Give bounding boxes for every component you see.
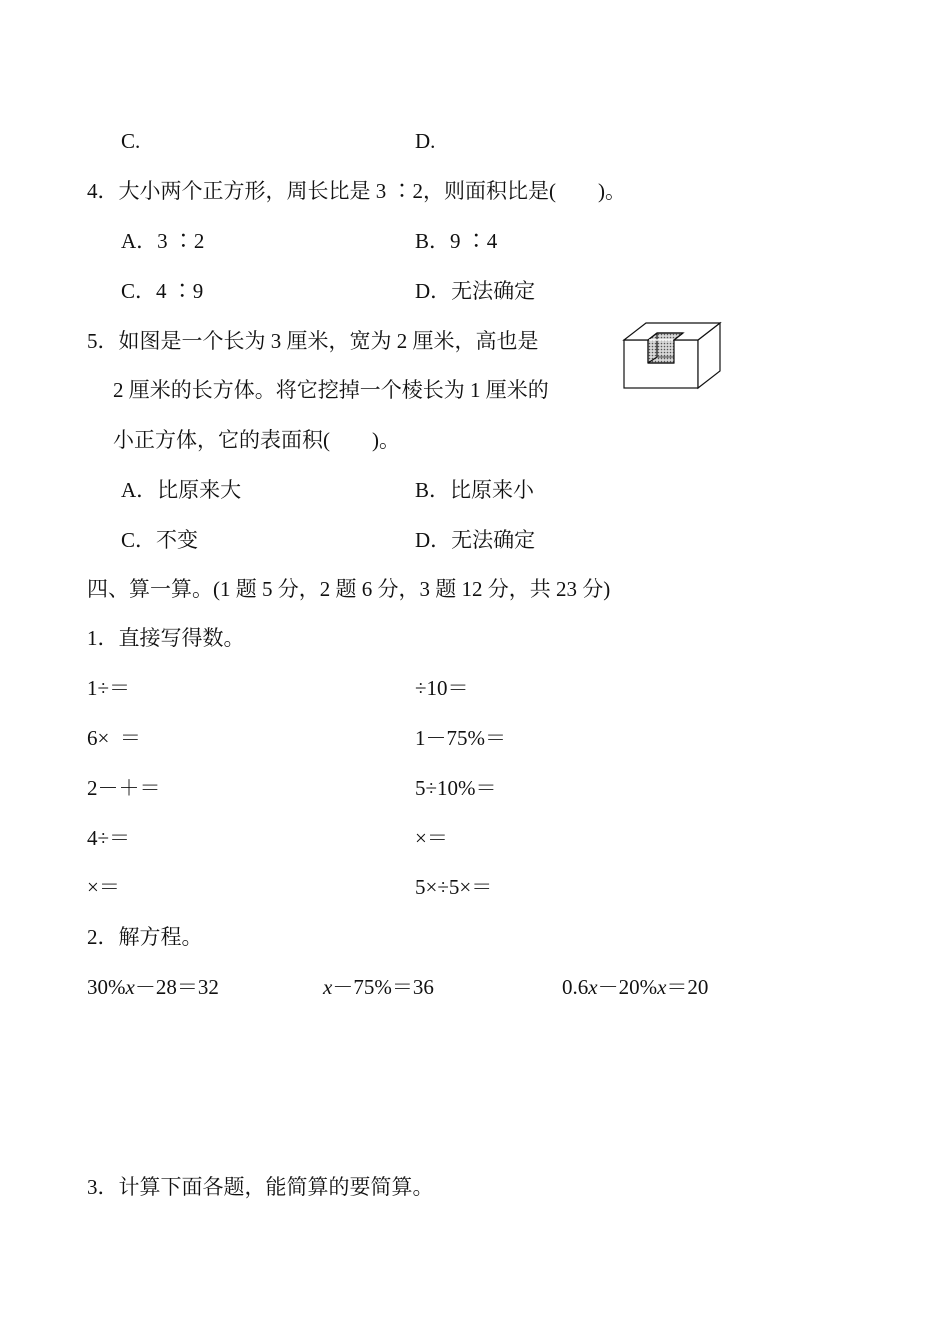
equation-text: －75%＝36 bbox=[332, 975, 434, 999]
q5-option-a: A．比原来大 bbox=[121, 478, 242, 502]
q3-option-d: D. bbox=[415, 129, 436, 153]
q5-option-d: D．无法确定 bbox=[415, 528, 536, 552]
q5-stem-line-3: 小正方体，它的表面积( )。 bbox=[113, 428, 400, 452]
oral-calc-item: 4÷＝ bbox=[87, 826, 131, 850]
oral-calc-item: 5÷10%＝ bbox=[415, 776, 497, 800]
equation-variable: x bbox=[588, 975, 598, 999]
equation-text: 30% bbox=[87, 975, 126, 999]
oral-calc-item: ÷10＝ bbox=[415, 676, 469, 700]
oral-calc-item: 5×÷5×＝ bbox=[415, 875, 493, 899]
q4-option-a: A．3 ∶2 bbox=[121, 229, 205, 253]
oral-calc-item: 1－75%＝ bbox=[415, 726, 506, 750]
sub3-title: 3．计算下面各题，能简算的要简算。 bbox=[87, 1175, 434, 1199]
q5-stem-line-2: 2 厘米的长方体。将它挖掉一个棱长为 1 厘米的 bbox=[113, 378, 549, 402]
oral-calc-item: 1÷＝ bbox=[87, 676, 131, 700]
equation-text: －20% bbox=[597, 975, 658, 999]
equation-text: ＝20 bbox=[666, 975, 709, 999]
oral-calc-item: ×＝ bbox=[415, 826, 448, 850]
q4-option-d: D．无法确定 bbox=[415, 279, 536, 303]
equation-variable: x bbox=[657, 975, 667, 999]
q5-option-b: B．比原来小 bbox=[415, 478, 535, 502]
q3-option-c: C. bbox=[121, 129, 141, 153]
equation-1 bbox=[87, 974, 219, 1000]
equation-text: －28＝32 bbox=[134, 975, 219, 999]
q5-stem-line-1: 5．如图是一个长为 3 厘米，宽为 2 厘米，高也是 bbox=[87, 329, 539, 353]
q4-stem: 4．大小两个正方形，周长比是 3 ∶2，则面积比是( )。 bbox=[87, 179, 626, 203]
oral-calc-item: 2－＋＝ bbox=[87, 776, 161, 800]
oral-calc-item: ×＝ bbox=[87, 875, 120, 899]
equation-variable: x bbox=[323, 975, 333, 999]
q4-option-b: B．9 ∶4 bbox=[415, 229, 498, 253]
sub2-title: 2．解方程。 bbox=[87, 925, 203, 949]
cuboid-with-cube-cutout-icon bbox=[618, 318, 726, 394]
equation-3 bbox=[562, 974, 708, 1000]
q4-option-c: C．4 ∶9 bbox=[121, 279, 204, 303]
equation-text: 0.6 bbox=[562, 975, 589, 999]
equation-variable: x bbox=[125, 975, 135, 999]
q5-option-c: C．不变 bbox=[121, 528, 199, 552]
oral-calc-item: 6× ＝ bbox=[87, 726, 141, 750]
sub1-title: 1．直接写得数。 bbox=[87, 626, 245, 650]
section-4-heading: 四、算一算。(1 题 5 分，2 题 6 分，3 题 12 分，共 23 分) bbox=[87, 577, 611, 601]
equation-2 bbox=[323, 974, 434, 1000]
